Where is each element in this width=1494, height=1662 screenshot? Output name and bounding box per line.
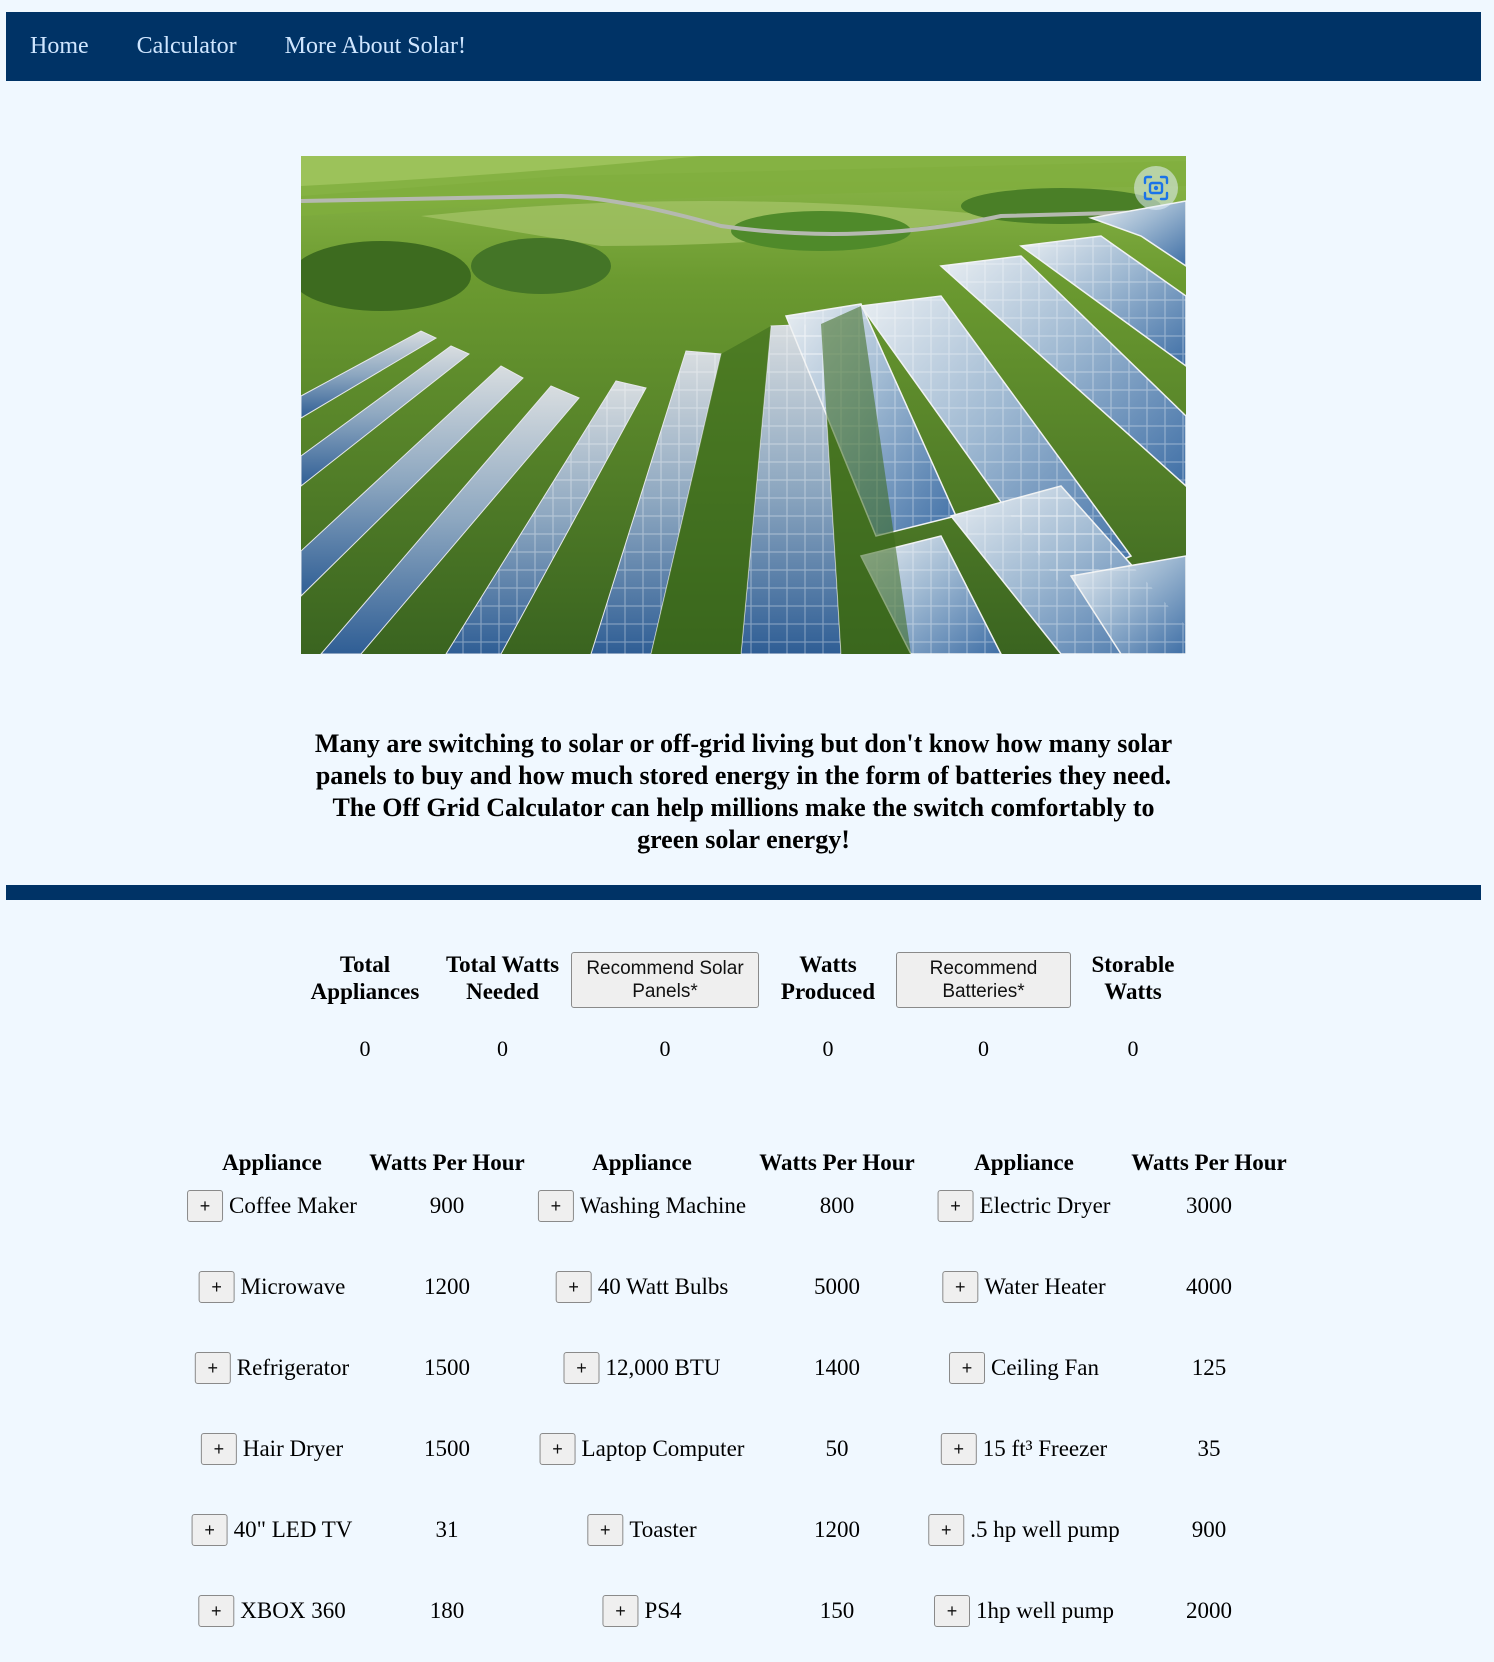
appliance-watts: 35	[1197, 1436, 1221, 1461]
appliance-watts: 800	[819, 1193, 855, 1218]
appliance-watts: 125	[1191, 1355, 1227, 1380]
appliance-cell	[949, 1352, 1099, 1384]
add-appliance-button[interactable]: +	[941, 1433, 977, 1465]
table-row	[0, 1433, 1494, 1473]
nav-more-about-solar[interactable]: More About Solar!	[284, 33, 466, 59]
appliance-cell	[934, 1595, 1114, 1627]
appliance-watts: 1200	[814, 1517, 860, 1542]
storable-watts-value: 0	[1127, 1036, 1139, 1061]
add-appliance-button[interactable]: +	[942, 1271, 978, 1303]
add-appliance-button[interactable]: +	[564, 1352, 600, 1384]
add-appliance-button[interactable]: +	[938, 1190, 974, 1222]
summary-total-watts	[440, 950, 565, 1061]
appliance-watts: 900	[1191, 1517, 1227, 1542]
hero-image	[301, 156, 1186, 654]
appliance-name: 40 Watt Bulbs	[597, 1274, 729, 1299]
watts-produced-value: 0	[822, 1036, 834, 1061]
appliance-name: 12,000 BTU	[605, 1355, 721, 1380]
table-row	[0, 1352, 1494, 1392]
appliance-header-3: Appliance	[974, 1150, 1074, 1175]
add-appliance-button[interactable]: +	[192, 1514, 228, 1546]
visual-search-button[interactable]	[1134, 166, 1178, 210]
watts-header-2: Watts Per Hour	[759, 1150, 915, 1175]
add-appliance-button[interactable]: +	[540, 1433, 576, 1465]
storable-watts-label: Storable Watts	[1091, 952, 1175, 1004]
appliance-watts: 900	[429, 1193, 465, 1218]
add-appliance-button[interactable]: +	[602, 1595, 638, 1627]
appliance-cell	[942, 1271, 1105, 1303]
table-row	[0, 1190, 1494, 1230]
appliance-name: 1hp well pump	[976, 1598, 1114, 1623]
add-appliance-button[interactable]: +	[934, 1595, 970, 1627]
add-appliance-button[interactable]: +	[587, 1514, 623, 1546]
add-appliance-button[interactable]: +	[949, 1352, 985, 1384]
total-appliances-label: Total Appliances	[310, 952, 420, 1004]
total-appliances-value: 0	[359, 1036, 371, 1061]
appliance-watts: 1200	[424, 1274, 470, 1299]
appliance-name: Coffee Maker	[229, 1193, 357, 1218]
appliance-header-2: Appliance	[592, 1150, 692, 1175]
appliance-watts: 31	[435, 1517, 459, 1542]
section-divider	[6, 885, 1481, 900]
appliance-cell	[928, 1514, 1120, 1546]
appliance-name: Toaster	[629, 1517, 697, 1542]
recommend-batteries-button[interactable]: Recommend Batteries*	[896, 952, 1071, 1008]
table-row	[0, 1514, 1494, 1554]
appliance-cell	[938, 1190, 1111, 1222]
appliance-cell	[941, 1433, 1107, 1465]
add-appliance-button[interactable]: +	[201, 1433, 237, 1465]
table-row	[0, 1271, 1494, 1311]
appliance-name: Ceiling Fan	[991, 1355, 1099, 1380]
nav-home[interactable]: Home	[30, 33, 89, 59]
add-appliance-button[interactable]: +	[199, 1271, 235, 1303]
intro-text: Many are switching to solar or off-grid living but don't know how many solar panels to buy and how much stored energy in the form of batteries they need. The Off Grid Calculator can help millions make the switch comfortably to green solar energy!	[314, 729, 1173, 854]
add-appliance-button[interactable]: +	[538, 1190, 574, 1222]
summary-storable-watts	[1082, 950, 1184, 1061]
table-row	[0, 1595, 1494, 1635]
appliance-watts: 180	[429, 1598, 465, 1623]
appliance-watts: 3000	[1186, 1193, 1232, 1218]
summary-recommend-batteries	[896, 950, 1071, 1061]
appliance-name: Laptop Computer	[581, 1436, 745, 1461]
appliance-name: PS4	[644, 1598, 682, 1623]
summary-watts-produced	[772, 950, 884, 1061]
appliance-watts: 5000	[814, 1274, 860, 1299]
add-appliance-button[interactable]: +	[198, 1595, 234, 1627]
appliance-name: Refrigerator	[236, 1355, 350, 1380]
appliance-watts: 1500	[424, 1436, 470, 1461]
appliance-watts: 4000	[1186, 1274, 1232, 1299]
watts-header-1: Watts Per Hour	[369, 1150, 525, 1175]
recommend-solar-panels-button[interactable]: Recommend Solar Panels*	[571, 952, 759, 1008]
appliance-name: Microwave	[240, 1274, 346, 1299]
appliance-watts: 2000	[1186, 1598, 1232, 1623]
summary-panel	[0, 950, 1494, 1070]
summary-recommend-panels	[571, 950, 759, 1061]
watts-header-3: Watts Per Hour	[1131, 1150, 1287, 1175]
appliance-watts: 1500	[424, 1355, 470, 1380]
top-nav	[6, 12, 1481, 81]
appliance-name: Electric Dryer	[979, 1193, 1111, 1218]
recommended-batteries-value: 0	[978, 1036, 989, 1061]
summary-total-appliances	[305, 950, 425, 1061]
appliance-watts: 150	[819, 1598, 855, 1623]
add-appliance-button[interactable]: +	[928, 1514, 964, 1546]
add-appliance-button[interactable]: +	[195, 1352, 231, 1384]
recommended-panels-value: 0	[659, 1036, 671, 1061]
appliance-header-1: Appliance	[222, 1150, 322, 1175]
appliance-name: Water Heater	[984, 1274, 1106, 1299]
total-watts-value: 0	[497, 1036, 508, 1061]
visual-search-icon	[1142, 174, 1170, 202]
appliance-watts: 50	[825, 1436, 849, 1461]
appliance-name: Washing Machine	[579, 1193, 747, 1218]
appliance-name: 15 ft³ Freezer	[982, 1436, 1108, 1461]
add-appliance-button[interactable]: +	[187, 1190, 223, 1222]
solar-field-illustration	[301, 156, 1186, 654]
nav-calculator[interactable]: Calculator	[136, 33, 237, 59]
appliance-watts: 1400	[814, 1355, 860, 1380]
appliance-name: .5 hp well pump	[970, 1517, 1120, 1542]
watts-produced-label: Watts Produced	[780, 952, 876, 1004]
total-watts-label: Total Watts Needed	[445, 952, 560, 1004]
add-appliance-button[interactable]: +	[556, 1271, 592, 1303]
appliance-name: 40" LED TV	[233, 1517, 353, 1542]
appliance-name: XBOX 360	[240, 1598, 346, 1623]
appliance-name: Hair Dryer	[242, 1436, 344, 1461]
